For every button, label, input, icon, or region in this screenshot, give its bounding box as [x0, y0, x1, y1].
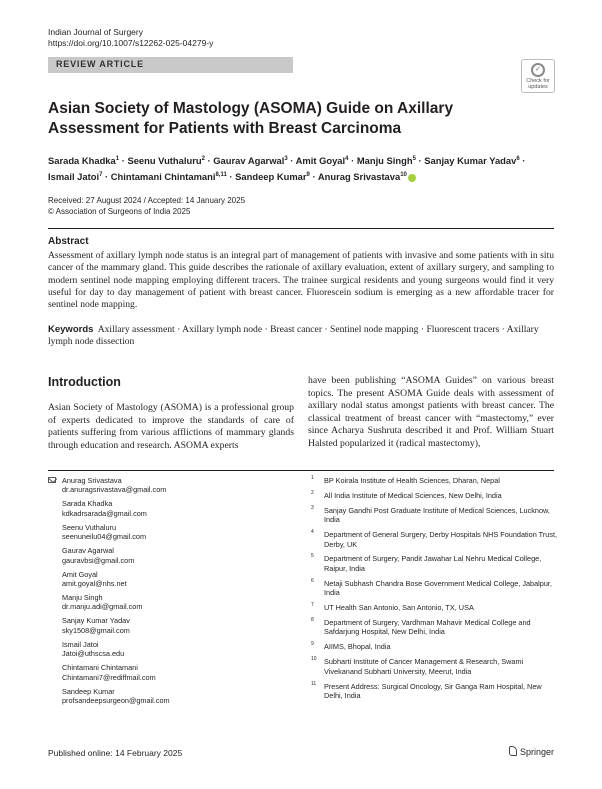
- author-name[interactable]: Chintamani Chintamani: [110, 171, 216, 183]
- correspondent-email[interactable]: kdkadrsarada@gmail.com: [62, 508, 147, 518]
- affiliation-entry: [308, 530, 558, 549]
- journal-header: [48, 27, 213, 49]
- correspondence-list: [48, 476, 278, 710]
- author-affiliation-marker: 1: [115, 156, 120, 162]
- affiliation-number: 6: [311, 577, 314, 584]
- affiliation-entry: [308, 682, 558, 701]
- correspondent-name: Manju Singh: [62, 593, 103, 603]
- correspondent-name: Seenu Vuthaluru: [62, 522, 117, 532]
- envelope-icon: [48, 477, 56, 483]
- author-name[interactable]: Seenu Vuthaluru: [127, 155, 202, 167]
- introduction-left-column: Asian Society of Mastology (ASOMA) is a professional group of experts dedicated to improve the standards of care of patients suffering from various afflictions of mammary glands through education and research. ASOMA experts: [48, 402, 294, 451]
- author-affiliation-marker: 2: [201, 156, 205, 162]
- correspondence-entry: [48, 499, 278, 518]
- update-check-icon: ✓: [531, 63, 545, 77]
- affiliation-number: 8: [311, 616, 314, 623]
- received-accepted-dates: Received: 27 August 2024 / Accepted: 14 January 2025: [48, 196, 246, 205]
- orcid-icon[interactable]: [408, 174, 416, 182]
- correspondent-email[interactable]: profsandeepsurgeon@gmail.com: [62, 696, 170, 706]
- correspondent-email[interactable]: dr.manju.adi@gmail.com: [62, 602, 143, 612]
- check-for-updates-badge[interactable]: [521, 59, 555, 93]
- correspondent-name: Gaurav Agarwal: [62, 546, 114, 556]
- correspondent-name: Ismail Jatoi: [62, 639, 99, 649]
- affiliation-text: Netaji Subhash Chandra Bose Government Medical College, Jabalpur, India: [324, 578, 552, 598]
- author-affiliation-marker: 4: [345, 156, 349, 162]
- affiliation-text: All India Institute of Medical Sciences, New Delhi, India: [324, 490, 502, 500]
- correspondent-name: Sandeep Kumar: [62, 686, 115, 696]
- affiliation-text: Subharti Institute of Cancer Management & Research, Swami Vivekanand Subharti University, Meerut, India: [324, 657, 524, 676]
- author-name[interactable]: Anurag Srivastava: [317, 171, 401, 183]
- correspondent-name: Sarada Khadka: [62, 499, 113, 509]
- author-affiliation-marker: 9: [306, 172, 310, 179]
- affiliation-entry: [308, 642, 558, 651]
- author-name[interactable]: Manju Singh: [356, 155, 413, 167]
- affiliation-number: 3: [311, 504, 314, 511]
- check-updates-label: Check for updates: [526, 78, 550, 90]
- abstract-heading: Abstract: [48, 236, 89, 247]
- author-name[interactable]: Sarada Khadka: [48, 155, 116, 167]
- article-type-banner: [48, 57, 293, 73]
- correspondence-entry: [48, 616, 278, 635]
- correspondence-entry: [48, 593, 278, 612]
- affiliation-number: 4: [311, 529, 314, 536]
- doi-link[interactable]: https://doi.org/10.1007/s12262-025-04279-y: [48, 38, 214, 48]
- affiliation-entry: [308, 491, 558, 500]
- correspondent-email[interactable]: amit.goyal@nhs.net: [62, 579, 127, 589]
- correspondent-email[interactable]: dr.anuragsrivastava@gmail.com: [62, 485, 167, 495]
- keywords: [48, 324, 548, 349]
- author-affiliation-marker: 7: [99, 172, 103, 179]
- correspondence-entry: [48, 546, 278, 565]
- affiliation-entry: [308, 657, 558, 676]
- author-affiliation-marker: 8,11: [215, 172, 227, 179]
- footnote-divider: [48, 470, 554, 471]
- author-name[interactable]: Amit Goyal: [295, 155, 346, 167]
- author-affiliation-marker: 10: [400, 172, 407, 179]
- author-affiliation-marker: 6: [516, 156, 520, 162]
- affiliation-entry: [308, 603, 558, 612]
- author-list: Sarada Khadka$^1$ · Seenu Vuthaluru$^2$ · Gaurav Agarwal$^3$ · Amit Goyal$^4$ · Manju Singh$^5$ · Sanjay Kumar Yadav$^6$ · Ismail Jatoi$^7$ · Chintamani Chintamani$^{8,11}$ · Sandeep Kumar$^9$ · Anurag Srivastava$^{10}$: [48, 155, 526, 183]
- affiliation-entry: [308, 579, 558, 598]
- article-type-label: REVIEW ARTICLE: [56, 59, 144, 69]
- affiliation-number: 11: [311, 680, 317, 687]
- author-name[interactable]: Sandeep Kumar: [235, 171, 307, 183]
- correspondence-entry: [48, 523, 278, 542]
- affiliation-text: UT Health San Antonio, San Antonio, TX, USA: [324, 603, 474, 613]
- affiliation-number: 2: [311, 489, 314, 496]
- correspondence-entry: [48, 640, 278, 659]
- publisher-logo: [509, 746, 554, 757]
- copyright-line: © Association of Surgeons of India 2025: [48, 206, 191, 216]
- correspondent-name: Sanjay Kumar Yadav: [62, 616, 130, 626]
- introduction-heading: Introduction: [48, 375, 121, 389]
- affiliation-text: Department of General Surgery, Derby Hospitals NHS Foundation Trust, Derby, UK: [324, 530, 558, 549]
- affiliation-text: Department of Surgery, Vardhman Mahavir Medical College and Safdarjung Hospital, New Delhi, India: [324, 617, 531, 637]
- affiliation-text: BP Koirala Institute of Health Sciences, Dharan, Nepal: [324, 476, 500, 485]
- article-title: Asian Society of Mastology (ASOMA) Guide on Axillary Assessment for Patients with Breast Carcinoma: [48, 100, 454, 137]
- affiliation-number: 7: [311, 602, 314, 609]
- affiliation-entry: [308, 554, 558, 573]
- affiliation-number: 9: [311, 641, 314, 648]
- correspondence-entry: [48, 663, 278, 682]
- correspondent-name: Amit Goyal: [62, 569, 98, 579]
- affiliation-text: AIIMS, Bhopal, India: [324, 642, 391, 652]
- author-affiliation-marker: 5: [412, 156, 416, 162]
- affiliation-entry: [308, 618, 558, 637]
- correspondent-email[interactable]: Jatoi@uthscsa.edu: [62, 649, 125, 659]
- springer-horse-icon: [509, 746, 517, 756]
- keywords-text: Axillary assessment · Axillary lymph node · Breast cancer · Sentinel node mapping · Fluorescent tracers · Axillary lymph node dissection: [48, 324, 539, 348]
- abstract-text: Assessment of axillary lymph node status is an integral part of management of patients with invasive and some patients with in situ cancer of the mammary gland. This guide describes the rationale of axillary evaluation, extent of axillary surgery, and sampling to modern sentinel node mapping employing different tracers. The trainee surgical residents and young surgeons would find it very useful for day to day management of patient with breast cancer. Fluorescein sodium is emerging as a new affordable tracer for sentinel node mapping.: [48, 250, 554, 311]
- section-divider: [48, 228, 554, 229]
- affiliation-list: [308, 476, 558, 706]
- correspondent-email[interactable]: Chintamani7@rediffmail.com: [62, 672, 156, 682]
- affiliation-number: 10: [311, 656, 317, 663]
- correspondent-email[interactable]: sky1508@gmail.com: [62, 625, 130, 635]
- article-dates: [48, 196, 245, 217]
- introduction-right-column: have been publishing “ASOMA Guides” on various breast topics. The present ASOMA Guide deals with assessment of axillary nodal status amongst patients with breast cancer. The classical treatment of breast cancer with “mastectomy,” ever since Acharya Sushruta described it and Prof. William Stuart Halsted popularized it (radical mastectomy),: [308, 375, 554, 449]
- affiliation-text: Present Address: Surgical Oncology, Sir Ganga Ram Hospital, New Delhi, India: [324, 681, 542, 700]
- correspondent-email[interactable]: seenuneilu04@gmail.com: [62, 532, 147, 542]
- correspondence-entry: [48, 476, 278, 495]
- affiliation-entry: [308, 506, 558, 525]
- author-name[interactable]: Ismail Jatoi: [48, 171, 100, 183]
- affiliation-text: Sanjay Gandhi Post Graduate Institute of Medical Sciences, Lucknow, India: [324, 505, 550, 525]
- author-affiliation-marker: 3: [284, 156, 288, 162]
- published-date: Published online: 14 February 2025: [48, 748, 183, 758]
- correspondent-email[interactable]: gauravbsi@gmail.com: [62, 555, 135, 565]
- correspondence-entry: [48, 570, 278, 589]
- publisher-name: Springer: [520, 747, 555, 757]
- journal-name: Indian Journal of Surgery: [48, 27, 143, 37]
- correspondence-entry: [48, 687, 278, 706]
- author-name[interactable]: Gaurav Agarwal: [213, 155, 285, 167]
- affiliation-text: Department of Surgery, Pandit Jawahar Lal Nehru Medical College, Raipur, India: [324, 554, 542, 573]
- affiliation-number: 1: [311, 475, 314, 481]
- affiliation-entry: [308, 476, 558, 485]
- affiliation-number: 5: [311, 553, 314, 560]
- correspondent-name: Chintamani Chintamani: [62, 663, 138, 673]
- correspondent-name: Anurag Srivastava: [62, 476, 122, 485]
- keywords-label: Keywords: [48, 324, 94, 335]
- author-name[interactable]: Sanjay Kumar Yadav: [424, 155, 517, 167]
